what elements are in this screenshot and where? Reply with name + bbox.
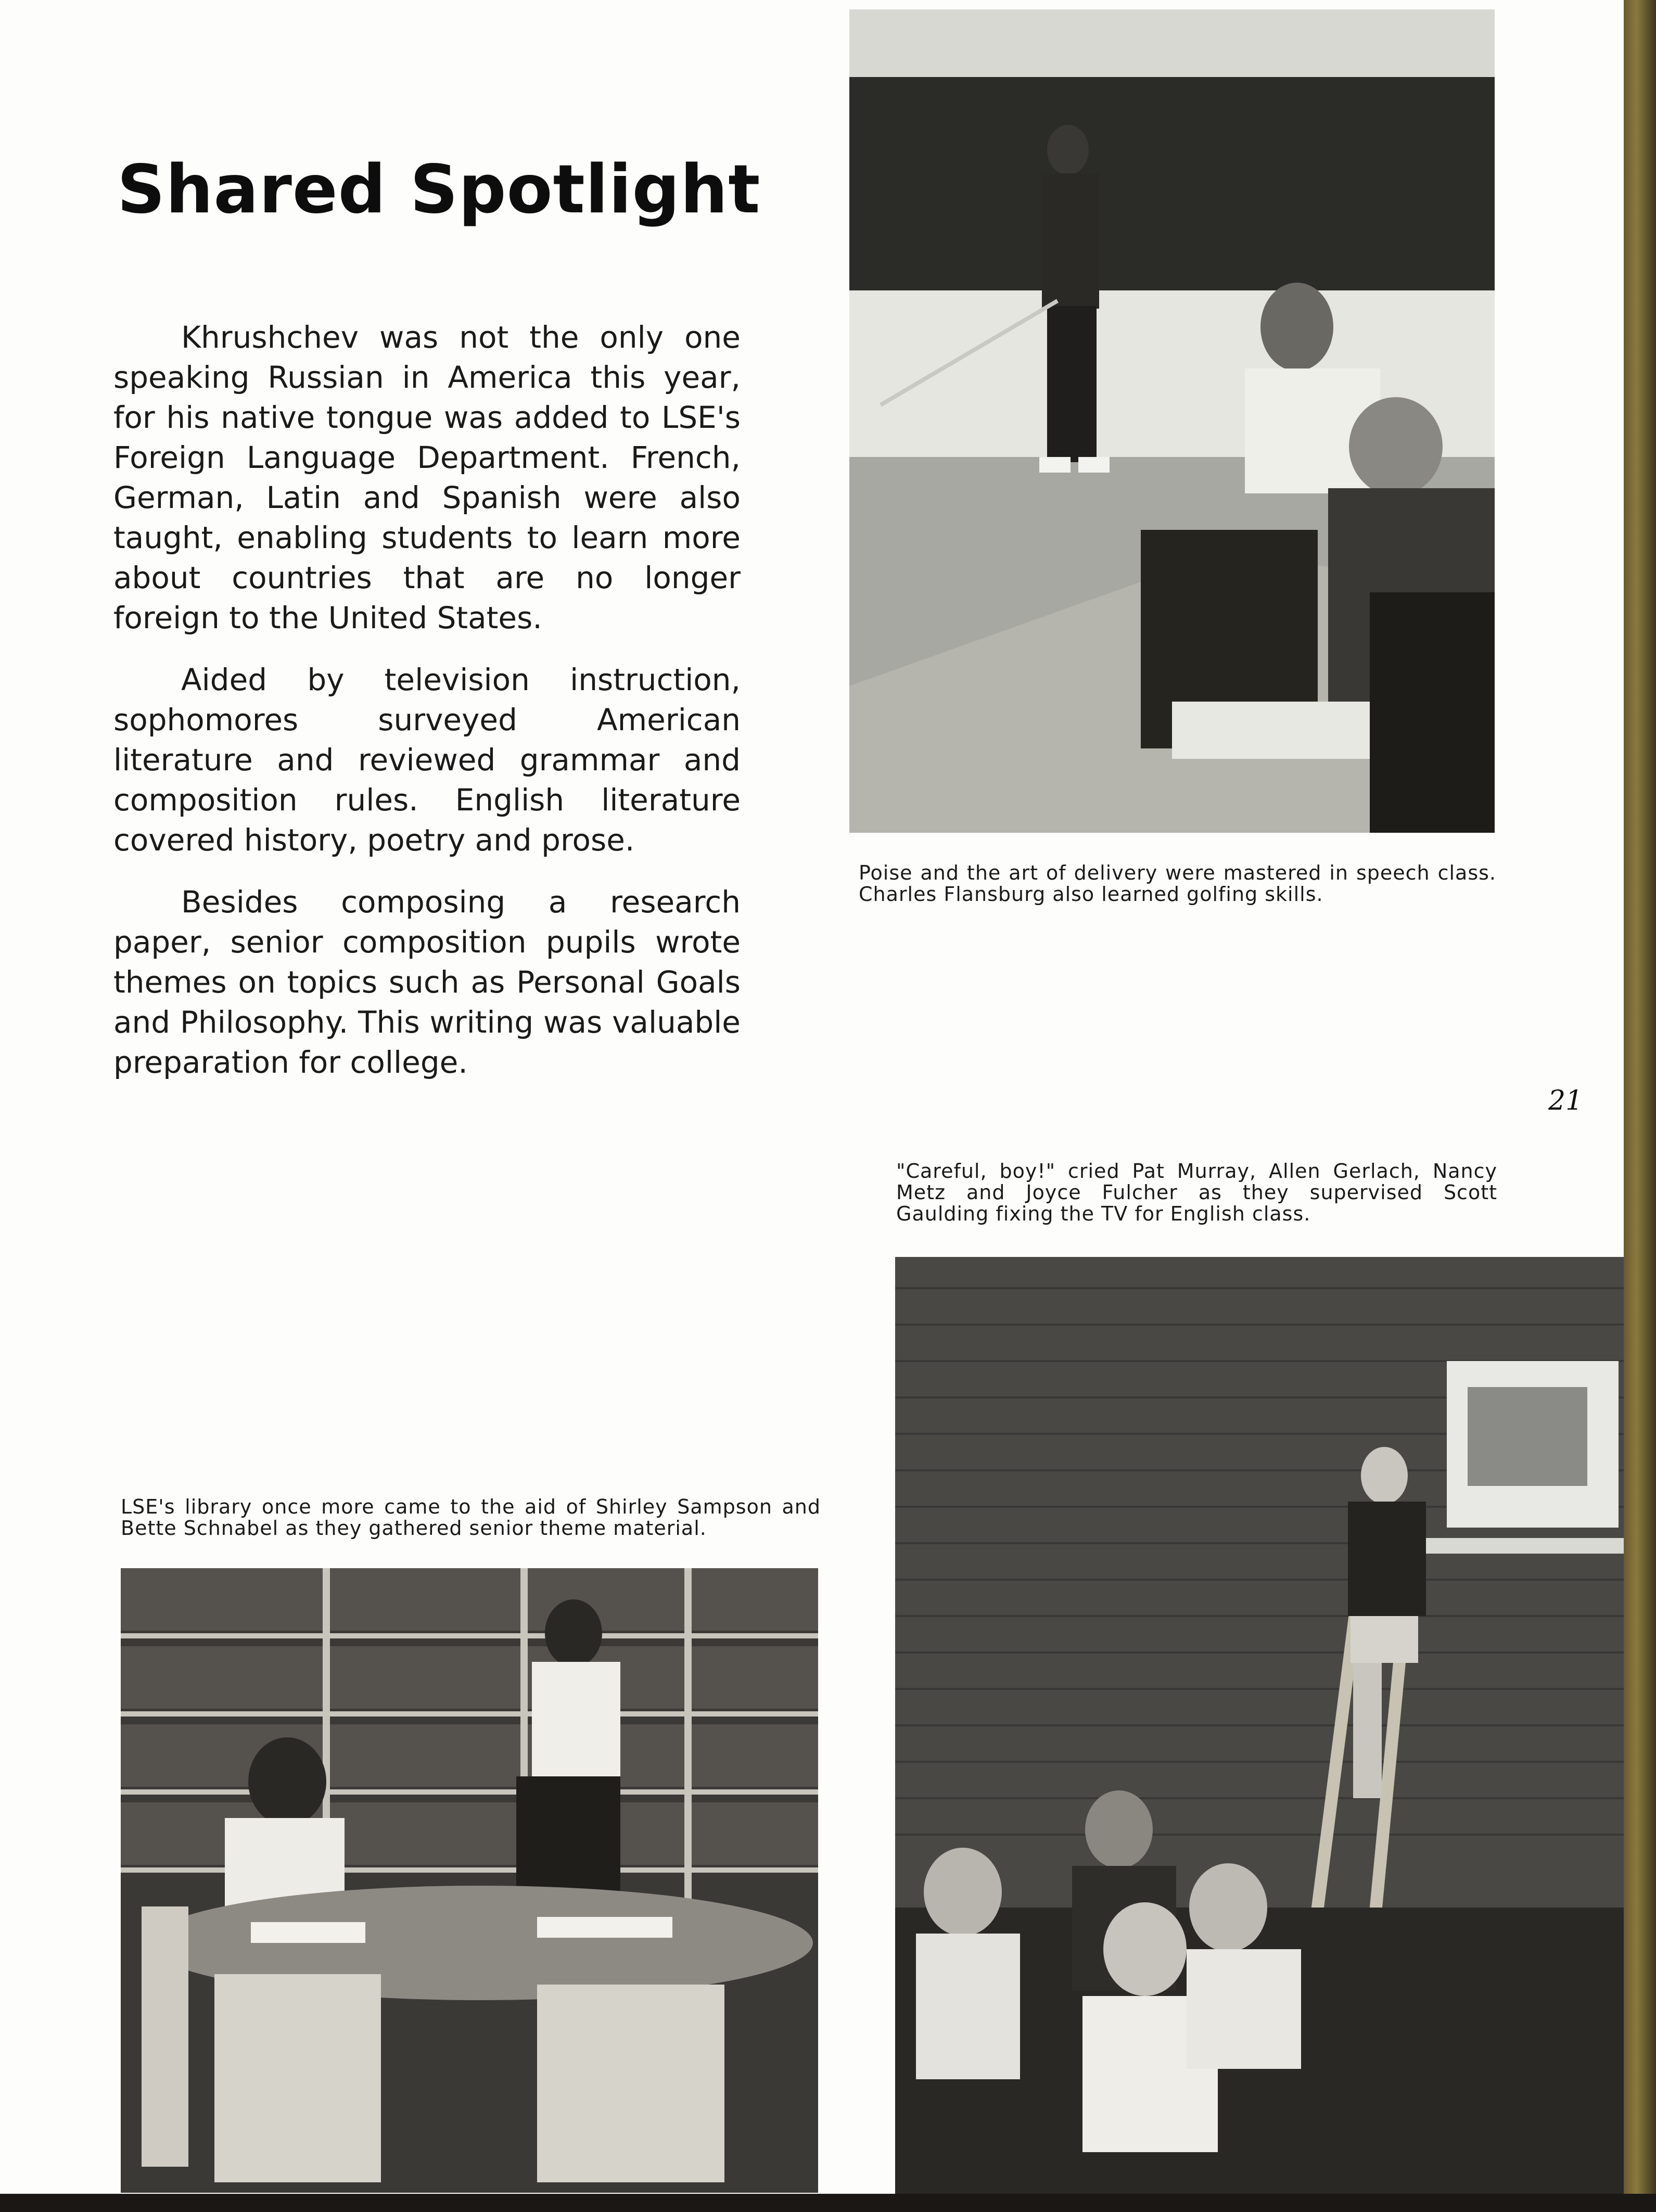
library-photo	[121, 1568, 818, 2193]
page-title: Shared Spotlight	[117, 151, 761, 228]
article-paragraph-3: Besides composing a research paper, senior composition pupils wrote themes on topics such as Personal Goals and Philosophy. This writing was valuable preparation for college.	[113, 884, 741, 1080]
speech-class-photo	[849, 9, 1495, 833]
book-spine-edge	[1624, 0, 1656, 2212]
tv-class-photo	[895, 1257, 1624, 2194]
page-number: 21	[1548, 1085, 1583, 1116]
tv-class-caption: "Careful, boy!" cried Pat Murray, Allen Gerlach, Nancy Metz and Joyce Fulcher as they supervised Scott Gaulding fixing the TV for English class.	[896, 1160, 1497, 1225]
library-caption: LSE's library once more came to the aid of Shirley Sampson and Bette Schnabel as they gathered senior theme material.	[121, 1495, 821, 1540]
article-body	[113, 317, 741, 1104]
page-bottom-edge	[0, 2194, 1656, 2212]
article-paragraph-2: Aided by television instruction, sophomores surveyed American literature and reviewed grammar and composition rules. English literature covered history, poetry and prose.	[113, 662, 741, 858]
article-paragraph-1: Khrushchev was not the only one speaking Russian in America this year, for his native tongue was added to LSE's Foreign Language Department. French, German, Latin and Spanish were also taught, enabling students to learn more about countries that are no longer foreign to the United States.	[113, 320, 741, 635]
speech-class-caption: Poise and the art of delivery were mastered in speech class. Charles Flansburg also learned golfing skills.	[859, 861, 1496, 906]
